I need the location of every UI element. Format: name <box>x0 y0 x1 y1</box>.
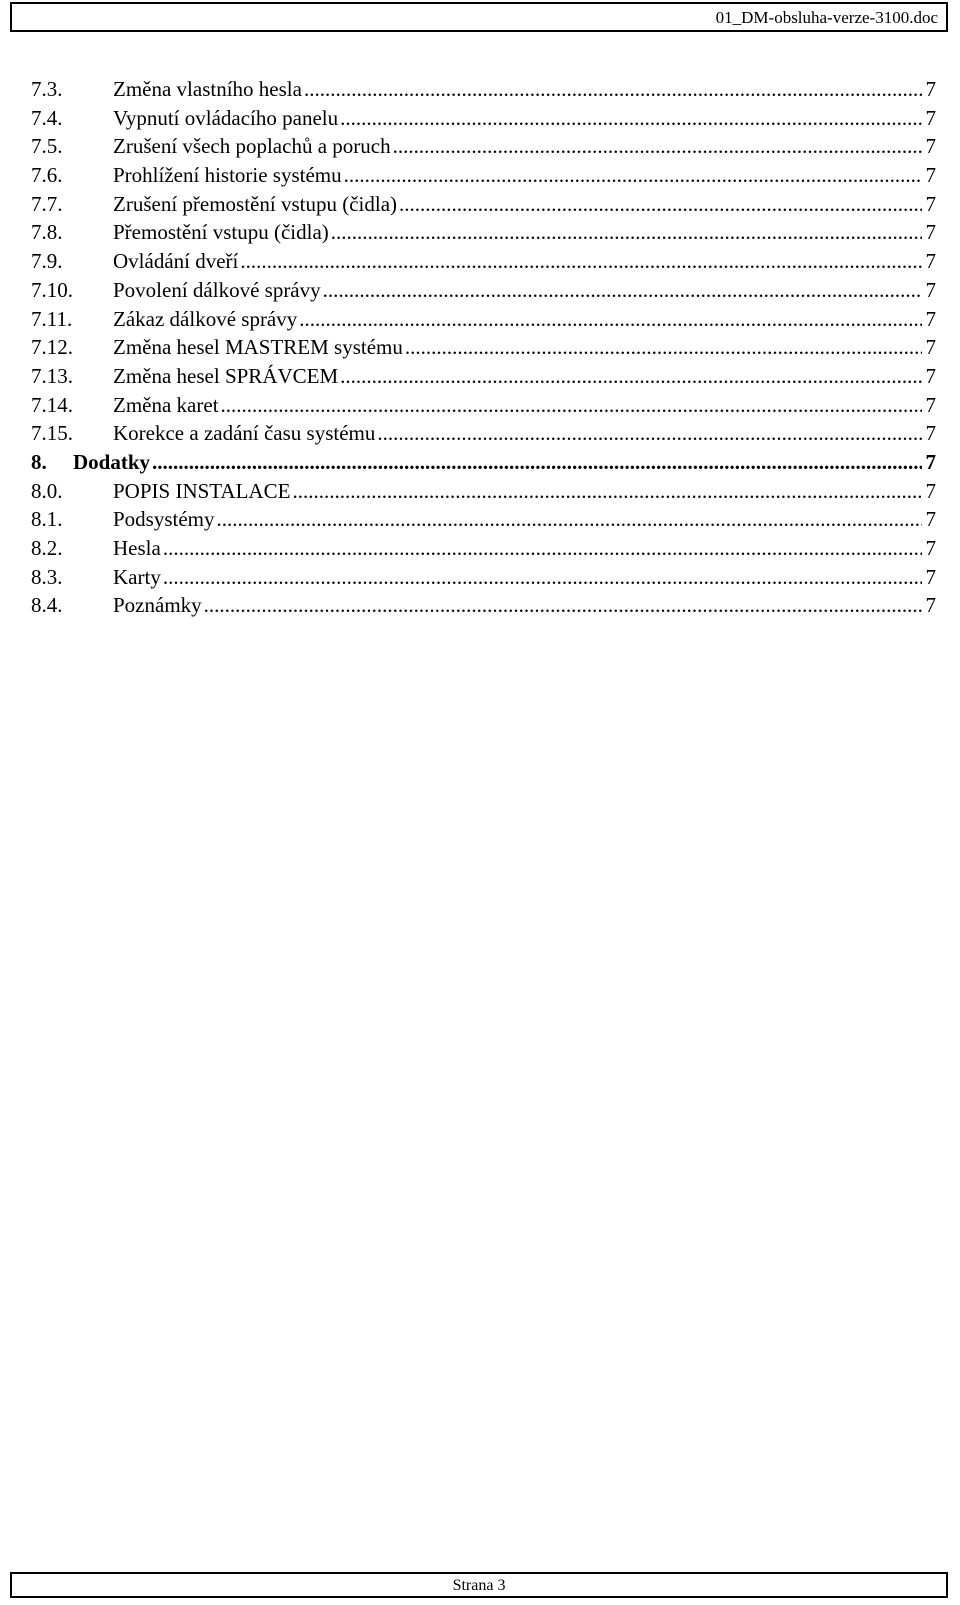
toc-dot-leader <box>204 591 922 620</box>
toc-entry-page: 7 <box>925 449 936 474</box>
toc-entry-title: Dodatky <box>73 449 151 474</box>
toc-entry-number: 7.14. <box>31 392 73 417</box>
toc-entry-number: 7.13. <box>31 363 73 388</box>
toc-dot-leader <box>152 448 921 477</box>
toc-entry[interactable] <box>31 591 936 620</box>
toc-entry-page: 7 <box>925 421 936 446</box>
toc-entry-title: Karty <box>113 564 161 589</box>
toc-entry[interactable] <box>31 276 936 305</box>
toc-dot-leader <box>163 534 922 563</box>
toc-entry-title: Vypnutí ovládacího panelu <box>113 105 339 130</box>
toc-entry-number: 7.11. <box>31 306 73 331</box>
toc-entry[interactable] <box>31 218 936 247</box>
toc-entry-title: POPIS INSTALACE <box>113 478 291 503</box>
toc-entry[interactable] <box>31 419 936 448</box>
toc-dot-leader <box>292 477 921 506</box>
toc-entry[interactable] <box>31 305 936 334</box>
page-number-label: Strana 3 <box>452 1577 506 1594</box>
toc-entry-title: Změna karet <box>113 392 219 417</box>
toc-entry-number: 8.3. <box>31 564 63 589</box>
toc-entry[interactable] <box>31 75 936 104</box>
toc-entry-page: 7 <box>925 220 936 245</box>
toc-entry[interactable] <box>31 534 936 563</box>
toc-entry-title: Změna hesel SPRÁVCEM <box>113 363 339 388</box>
toc-entry-page: 7 <box>925 191 936 216</box>
toc-entry-page: 7 <box>925 363 936 388</box>
toc-entry-title: Změna hesel MASTREM systému <box>113 335 403 360</box>
toc-entry[interactable] <box>31 563 936 592</box>
toc-entry-title: Zrušení přemostění vstupu (čidla) <box>113 191 398 216</box>
toc-entry-page: 7 <box>925 134 936 159</box>
toc-entry[interactable] <box>31 391 936 420</box>
toc-dot-leader <box>217 505 922 534</box>
document-filename: 01_DM-obsluha-verze-3100.doc <box>715 8 938 27</box>
toc-entry-number: 8.0. <box>31 478 63 503</box>
toc-entry-title: Zákaz dálkové správy <box>113 306 298 331</box>
toc-entry[interactable] <box>31 247 936 276</box>
toc-entry[interactable] <box>31 104 936 133</box>
toc-entry-number: 7.6. <box>31 163 63 188</box>
toc-entry-title: Poznámky <box>113 593 202 618</box>
toc-entry-page: 7 <box>925 392 936 417</box>
toc-entry[interactable] <box>31 448 936 477</box>
toc-entry-title: Zrušení všech poplachů a poruch <box>113 134 391 159</box>
toc-dot-leader <box>299 305 921 334</box>
toc-entry-title: Hesla <box>113 536 161 560</box>
toc-dot-leader <box>399 190 921 219</box>
toc-entry-number: 7.12. <box>31 335 73 360</box>
toc-entry-page: 7 <box>925 105 936 130</box>
toc-entry-title: Korekce a zadání času systému <box>113 421 376 446</box>
toc-entry-page: 7 <box>925 163 936 188</box>
toc-entry[interactable] <box>31 333 936 362</box>
toc-entry-page: 7 <box>925 507 936 532</box>
page-header <box>10 2 948 32</box>
toc-entry-number: 7.9. <box>31 249 63 274</box>
toc-entry-title: Povolení dálkové správy <box>113 277 321 302</box>
toc-dot-leader <box>340 104 921 133</box>
toc-entry[interactable] <box>31 477 936 506</box>
toc-dot-leader <box>340 362 921 391</box>
toc-dot-leader <box>405 333 922 362</box>
toc-dot-leader <box>344 161 922 190</box>
toc-entry[interactable] <box>31 161 936 190</box>
page-footer <box>10 1572 948 1598</box>
toc-entry-page: 7 <box>925 335 936 360</box>
toc-entry-page: 7 <box>925 249 936 274</box>
toc-entry-number: 8.4. <box>31 593 63 618</box>
toc-entry-title: Ovládání dveří <box>113 249 239 274</box>
toc-entry-title: Prohlížení historie systému <box>113 163 342 188</box>
toc-dot-leader <box>221 391 922 420</box>
toc-entry-title: Podsystémy <box>113 507 215 532</box>
toc-entry[interactable] <box>31 505 936 534</box>
toc-entry-number: 7.7. <box>31 191 63 216</box>
toc-dot-leader <box>304 75 922 104</box>
toc-entry-page: 7 <box>925 277 936 302</box>
toc-entry[interactable] <box>31 362 936 391</box>
toc-dot-leader <box>393 132 922 161</box>
toc-entry-page: 7 <box>925 564 936 589</box>
toc-entry-title: Změna vlastního hesla <box>113 77 302 101</box>
toc-dot-leader <box>163 563 922 592</box>
toc-entry[interactable] <box>31 190 936 219</box>
toc-entry[interactable] <box>31 132 936 161</box>
toc-dot-leader <box>377 419 921 448</box>
toc-dot-leader <box>323 276 922 305</box>
toc-entry-number: 8.1. <box>31 507 63 532</box>
toc-entry-title: Přemostění vstupu (čidla) <box>113 220 329 245</box>
toc-entry-number: 7.10. <box>31 277 73 302</box>
table-of-contents <box>31 75 936 620</box>
toc-entry-page: 7 <box>925 478 936 503</box>
toc-entry-number: 7.3. <box>31 77 63 101</box>
toc-entry-number: 7.8. <box>31 220 63 245</box>
toc-entry-number: 8.2. <box>31 536 63 560</box>
toc-entry-number: 7.5. <box>31 134 63 159</box>
toc-entry-page: 7 <box>925 306 936 331</box>
toc-dot-leader <box>331 218 922 247</box>
toc-entry-page: 7 <box>925 536 936 560</box>
toc-entry-number: 8. <box>31 449 47 474</box>
toc-entry-page: 7 <box>925 77 936 101</box>
toc-entry-number: 7.15. <box>31 421 73 446</box>
toc-dot-leader <box>240 247 921 276</box>
toc-entry-page: 7 <box>925 593 936 618</box>
toc-entry-number: 7.4. <box>31 105 63 130</box>
